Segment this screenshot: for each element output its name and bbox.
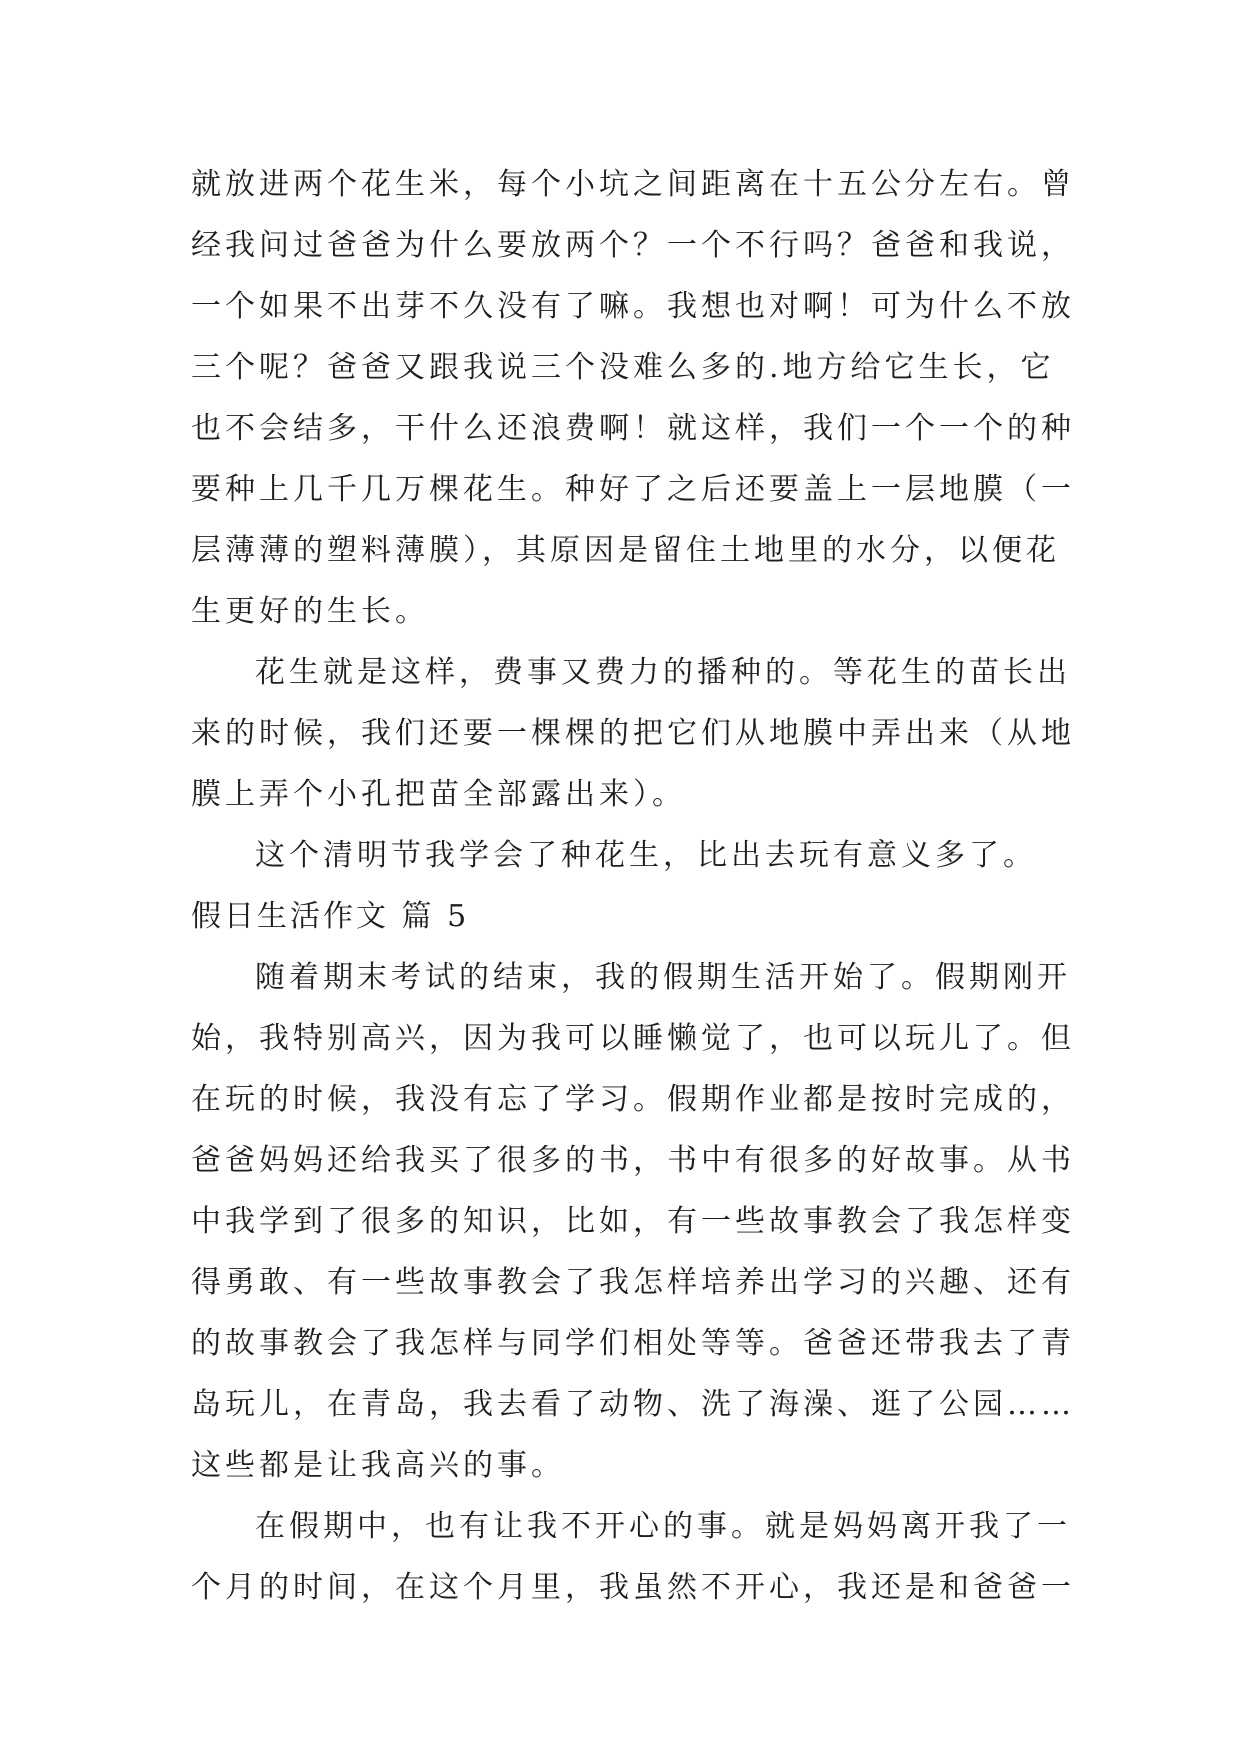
- paragraph-line: 岛玩儿，在青岛，我去看了动物、洗了海澡、逛了公园……: [191, 1387, 1075, 1422]
- paragraph-line: 层薄薄的塑料薄膜），其原因是留住土地里的水分，以便花: [191, 533, 1060, 568]
- paragraph-line: 个月的时间，在这个月里，我虽然不开心，我还是和爸爸一: [191, 1570, 1075, 1605]
- paragraph-line: 这个清明节我学会了种花生，比出去玩有意义多了。: [255, 838, 1037, 873]
- paragraph-line: 生更好的生长。: [191, 594, 429, 629]
- paragraph-line: 始，我特别高兴，因为我可以睡懒觉了，也可以玩儿了。但: [191, 1021, 1075, 1056]
- paragraph-line: 就放进两个花生米，每个小坑之间距离在十五公分左右。曾: [191, 167, 1075, 202]
- paragraph-line: 三个呢？爸爸又跟我说三个没难么多的.地方给它生长，它: [191, 350, 1055, 385]
- paragraph-line: 经我问过爸爸为什么要放两个？一个不行吗？爸爸和我说，: [191, 228, 1075, 263]
- paragraph-line: 在假期中，也有让我不开心的事。就是妈妈离开我了一: [255, 1509, 1071, 1544]
- paragraph-line: 随着期末考试的结束，我的假期生活开始了。假期刚开: [255, 960, 1071, 995]
- paragraph-line: 要种上几千几万棵花生。种好了之后还要盖上一层地膜（一: [191, 472, 1075, 507]
- paragraph-line: 的故事教会了我怎样与同学们相处等等。爸爸还带我去了青: [191, 1326, 1075, 1361]
- section-heading: 假日生活作文 篇 5: [191, 899, 470, 934]
- paragraph-line: 爸爸妈妈还给我买了很多的书，书中有很多的好故事。从书: [191, 1143, 1075, 1178]
- paragraph-line: 来的时候，我们还要一棵棵的把它们从地膜中弄出来（从地: [191, 716, 1075, 751]
- paragraph-line: 也不会结多，干什么还浪费啊！就这样，我们一个一个的种: [191, 411, 1075, 446]
- paragraph-line: 得勇敢、有一些故事教会了我怎样培养出学习的兴趣、还有: [191, 1265, 1075, 1300]
- paragraph-line: 中我学到了很多的知识，比如，有一些故事教会了我怎样变: [191, 1204, 1075, 1239]
- paragraph-line: 花生就是这样，费事又费力的播种的。等花生的苗长出: [255, 655, 1071, 690]
- paragraph-line: 膜上弄个小孔把苗全部露出来）。: [191, 777, 686, 812]
- paragraph-line: 在玩的时候，我没有忘了学习。假期作业都是按时完成的，: [191, 1082, 1075, 1117]
- paragraph-line: 一个如果不出芽不久没有了嘛。我想也对啊！可为什么不放: [191, 289, 1075, 324]
- paragraph-line: 这些都是让我高兴的事。: [191, 1448, 565, 1483]
